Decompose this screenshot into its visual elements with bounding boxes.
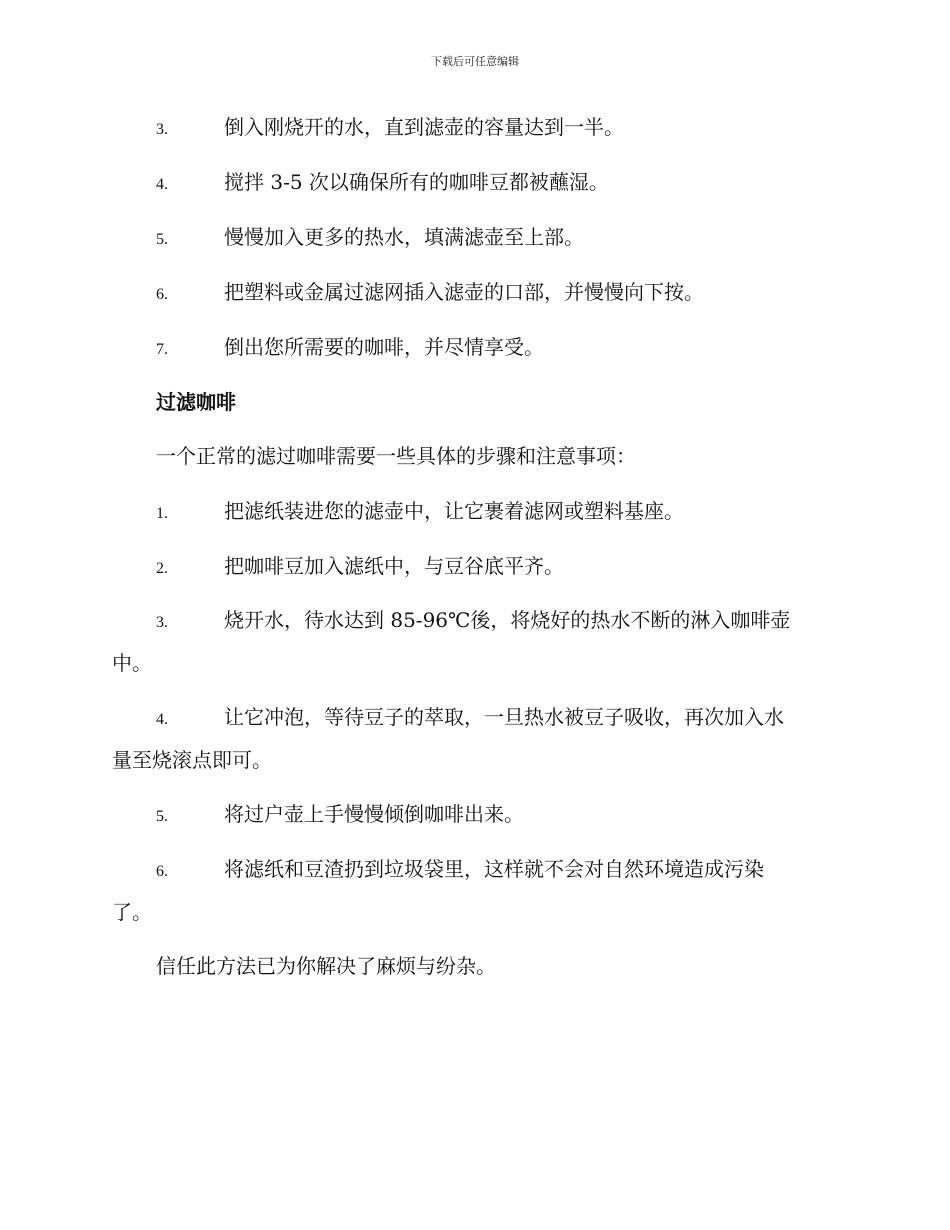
list-item-text: 慢慢加入更多的热水，填满滤壶至上部。	[224, 225, 584, 249]
list-item-continuation: 中。	[112, 651, 152, 675]
list-item-number: 3.	[156, 614, 168, 631]
page-header: 下载后可任意编辑	[431, 55, 519, 68]
list-item	[112, 599, 832, 644]
list-item-text: 把滤纸装进您的滤壶中，让它裹着滤网或塑料基座。	[224, 499, 684, 523]
list-item-text: 将过户壶上手慢慢倾倒咖啡出来。	[224, 802, 524, 826]
list-item-number: 1.	[156, 505, 168, 522]
list-item-text: 烧开水，待水达到 85-96℃後，将烧好的热水不断的淋入咖啡壶	[224, 608, 791, 632]
list-item-text: 把塑料或金属过滤网插入滤壶的口部，并慢慢向下按。	[224, 280, 704, 304]
section-heading: 过滤咖啡	[156, 390, 236, 414]
list-item	[112, 490, 832, 535]
list-item-text: 将滤纸和豆渣扔到垃圾袋里，这样就不会对自然环境造成污染	[224, 857, 764, 881]
list-item-number: 4.	[156, 711, 168, 728]
list-item-number: 2.	[156, 560, 168, 577]
list-item	[112, 793, 832, 838]
list-item-number: 7.	[156, 341, 168, 358]
intro-paragraph: 一个正常的滤过咖啡需要一些具体的步骤和注意事项：	[156, 444, 636, 468]
list-item-text: 搅拌 3-5 次以确保所有的咖啡豆都被蘸湿。	[224, 170, 609, 194]
list-item-number: 5.	[156, 231, 168, 248]
list-item	[112, 271, 832, 316]
list-item-continuation: 了。	[112, 900, 152, 924]
list-item-number: 4.	[156, 176, 168, 193]
list-item-number: 6.	[156, 286, 168, 303]
list-item	[112, 326, 832, 371]
list-item-text: 把咖啡豆加入滤纸中，与豆谷底平齐。	[224, 554, 564, 578]
list-item-text: 倒入刚烧开的水，直到滤壶的容量达到一半。	[224, 115, 624, 139]
list-item	[112, 545, 832, 590]
list-item-continuation: 量至烧滚点即可。	[112, 748, 272, 772]
list-item	[112, 848, 832, 893]
list-item-text: 倒出您所需要的咖啡，并尽情享受。	[224, 335, 544, 359]
list-item-number: 5.	[156, 808, 168, 825]
list-item	[112, 106, 832, 151]
closing-paragraph: 信任此方法已为你解决了麻烦与纷杂。	[156, 954, 496, 978]
list-item	[112, 696, 832, 741]
list-item	[112, 161, 832, 206]
list-item-number: 3.	[156, 121, 168, 138]
list-item	[112, 216, 832, 261]
list-item-text: 让它冲泡，等待豆子的萃取，一旦热水被豆子吸收，再次加入水	[224, 705, 784, 729]
list-item-number: 6.	[156, 863, 168, 880]
